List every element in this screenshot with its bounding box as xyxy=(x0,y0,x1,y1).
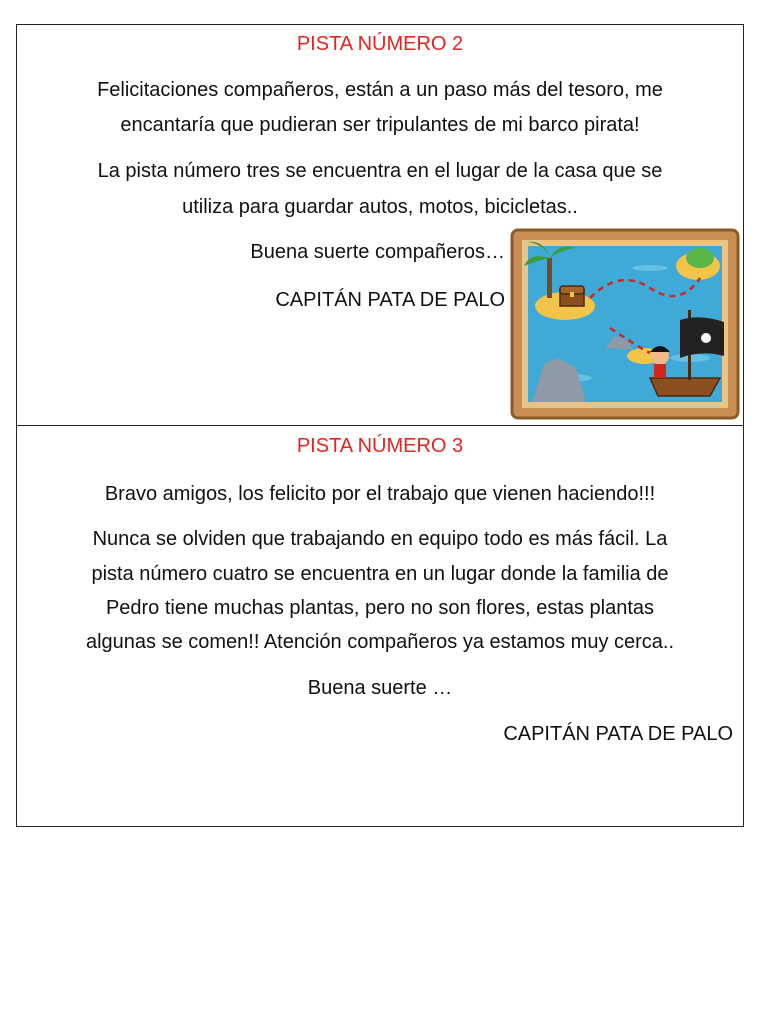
clue-card-3 xyxy=(16,425,744,827)
paragraph-line: Pedro tiene muchas plantas, pero no son flores, estas plantas xyxy=(105,597,655,619)
paragraph-line: utiliza para guardar autos, motos, bicicletas.. xyxy=(182,196,578,218)
signature-text: CAPITÁN PATA DE PALO xyxy=(503,723,733,745)
paragraph-line: Nunca se olviden que trabajando en equipo todo es más fácil. La xyxy=(92,528,668,550)
card-title: PISTA NÚMERO 2 xyxy=(296,33,464,55)
paragraph-line: encantaría que pudieran ser tripulantes de mi barco pirata! xyxy=(120,114,640,136)
closing-text: Buena suerte compañeros… xyxy=(250,241,505,263)
paragraph-line: Bravo amigos, los felicito por el trabajo que vienen haciendo!!! xyxy=(104,483,656,505)
signature-text: CAPITÁN PATA DE PALO xyxy=(275,289,505,311)
paragraph-line: algunas se comen!! Atención compañeros ya estamos muy cerca.. xyxy=(85,631,675,653)
closing-text: Buena suerte … xyxy=(307,677,453,699)
paragraph-line: La pista número tres se encuentra en el lugar de la casa que se xyxy=(97,160,663,182)
paragraph-line: Felicitaciones compañeros, están a un paso más del tesoro, me xyxy=(97,79,663,101)
paragraph-line: pista número cuatro se encuentra en un lugar donde la familia de xyxy=(91,563,669,585)
card-title: PISTA NÚMERO 3 xyxy=(296,435,464,457)
treasure-map-icon xyxy=(510,228,740,420)
